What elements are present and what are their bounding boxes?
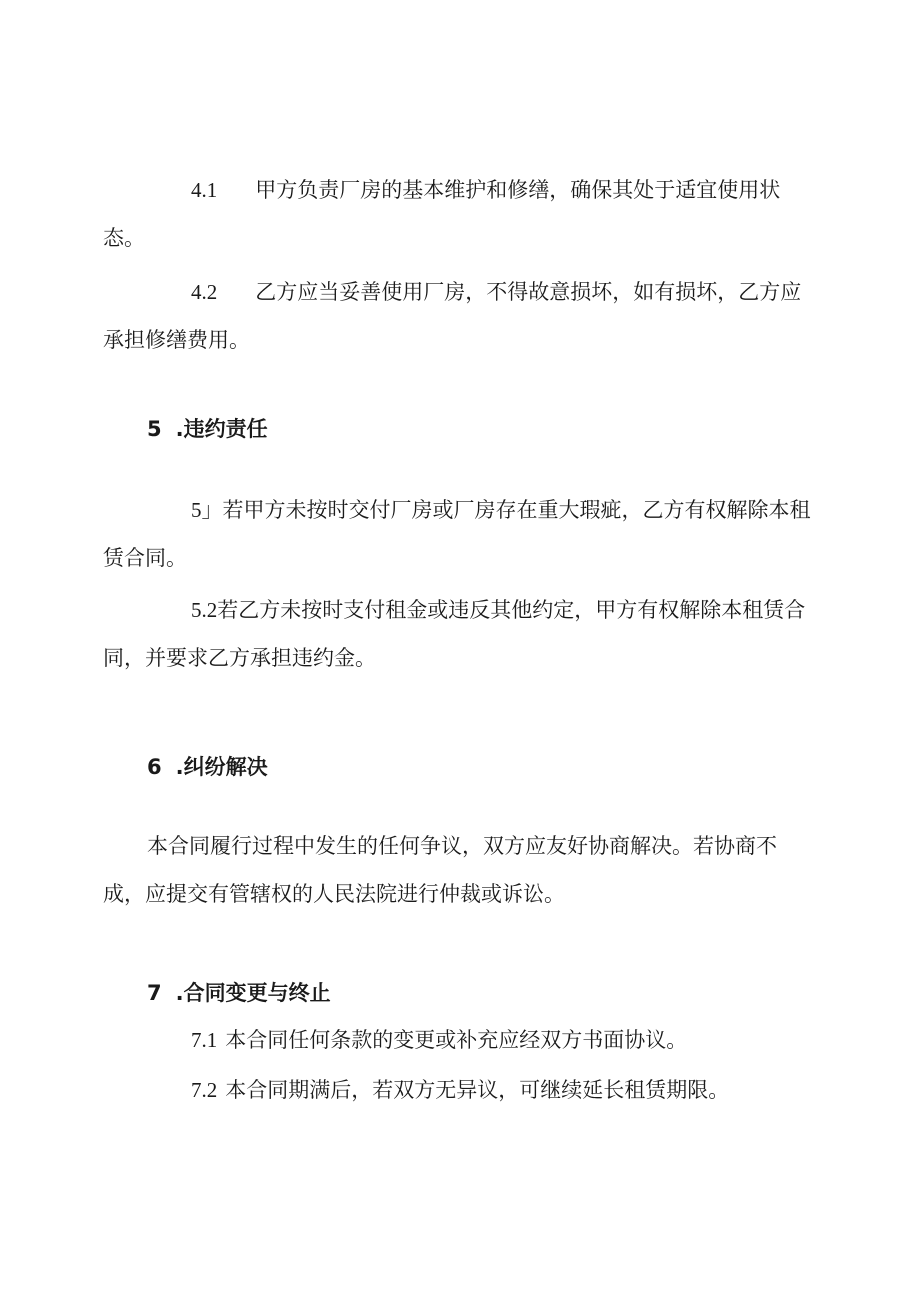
heading-title: .违约责任 xyxy=(175,417,268,441)
heading-number: 5 xyxy=(147,417,162,441)
clause-number: 5」 xyxy=(191,498,223,522)
section-heading-7 xyxy=(147,978,331,1008)
section-heading-5 xyxy=(147,414,268,444)
clause-4-2 xyxy=(103,268,815,364)
clause-4-1 xyxy=(103,166,815,262)
clause-5-2 xyxy=(103,586,815,682)
clause-6 xyxy=(103,822,815,918)
heading-title: .合同变更与终止 xyxy=(175,981,331,1005)
clause-number: 7.1 xyxy=(191,1028,218,1052)
clause-text: 甲方负责厂房的基本维护和修缮，确保其处于适宜使用状态。 xyxy=(103,178,781,250)
clause-7-1 xyxy=(103,1016,815,1064)
clause-number: 5.2 xyxy=(191,598,218,622)
clause-text: 本合同履行过程中发生的任何争议，双方应友好协商解决。若协商不成，应提交有管辖权的人民法院进行仲裁或诉讼。 xyxy=(103,834,777,906)
clause-7-2 xyxy=(103,1066,815,1114)
clause-text: 本合同期满后，若双方无异议，可继续延长租赁期限。 xyxy=(225,1078,730,1102)
clause-number: 7.2 xyxy=(191,1078,218,1102)
clause-text: 本合同任何条款的变更或补充应经双方书面协议。 xyxy=(225,1028,688,1052)
section-heading-6 xyxy=(147,752,268,782)
heading-title: .纠纷解决 xyxy=(175,755,268,779)
clause-text: 乙方应当妥善使用厂房，不得故意损坏，如有损坏，乙方应承担修缮费用。 xyxy=(103,280,802,352)
heading-number: 7 xyxy=(147,981,162,1005)
clause-text: 若甲方未按时交付厂房或厂房存在重大瑕疵，乙方有权解除本租赁合同。 xyxy=(103,498,811,570)
clause-number: 4.1 xyxy=(191,178,218,202)
clause-number: 4.2 xyxy=(191,280,218,304)
clause-5-1 xyxy=(103,486,815,582)
clause-text: 若乙方未按时支付租金或违反其他约定，甲方有权解除本租赁合同，并要求乙方承担违约金。 xyxy=(103,598,806,670)
heading-number: 6 xyxy=(147,755,162,779)
